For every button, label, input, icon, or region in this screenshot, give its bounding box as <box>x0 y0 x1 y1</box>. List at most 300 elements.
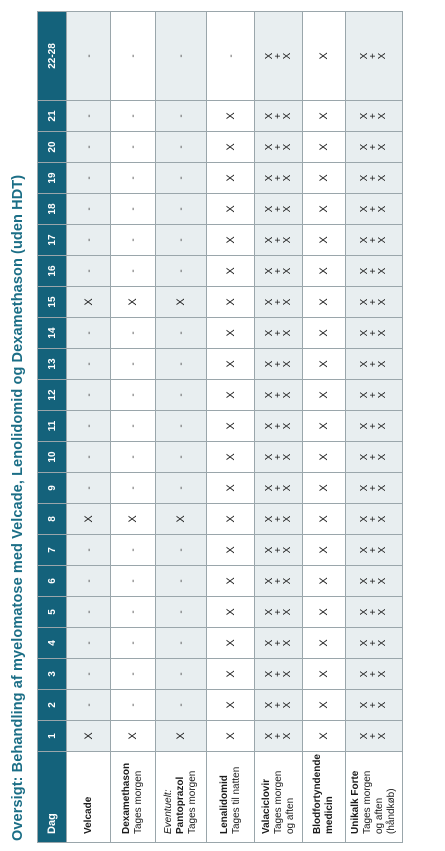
schedule-cell <box>303 225 346 256</box>
schedule-cell <box>346 721 403 752</box>
dash-mark: - <box>83 269 95 273</box>
drug-name: Dexamethason <box>121 762 132 834</box>
x-mark: X <box>82 732 95 740</box>
header-day-9: 9 <box>38 473 67 504</box>
header-day-12: 12 <box>38 380 67 411</box>
schedule-cell <box>255 597 303 628</box>
double-dose-mark: X + X <box>263 267 293 275</box>
x-mark: X <box>318 143 330 151</box>
schedule-cell <box>346 256 403 287</box>
dash-mark: - <box>128 362 139 366</box>
schedule-cell <box>207 318 255 349</box>
schedule-cell <box>255 473 303 504</box>
double-dose-mark: X + X <box>263 732 293 740</box>
schedule-cell <box>207 225 255 256</box>
dash-mark: - <box>176 424 187 428</box>
header-day-15: 15 <box>38 287 67 318</box>
schedule-cell <box>67 318 111 349</box>
x-mark: X <box>318 360 330 368</box>
schedule-cell <box>346 287 403 318</box>
x-mark: X <box>224 174 237 182</box>
header-day-label: Dag <box>38 752 67 843</box>
double-dose-mark: X + X <box>359 577 388 585</box>
schedule-body <box>67 12 403 843</box>
schedule-cell <box>303 504 346 535</box>
schedule-cell <box>111 194 156 225</box>
table-row <box>303 12 346 843</box>
double-dose-mark: X + X <box>263 515 293 523</box>
schedule-cell <box>346 349 403 380</box>
schedule-cell <box>111 535 156 566</box>
dash-mark: - <box>83 703 95 707</box>
x-mark: X <box>318 453 330 461</box>
schedule-cell <box>156 721 207 752</box>
schedule-cell <box>255 690 303 721</box>
schedule-cell <box>111 411 156 442</box>
schedule-cell <box>67 442 111 473</box>
schedule-cell <box>156 442 207 473</box>
drug-name: Velcade <box>82 796 94 834</box>
drug-cell <box>111 752 156 843</box>
schedule-cell <box>346 380 403 411</box>
header-row <box>38 12 67 843</box>
schedule-cell <box>255 287 303 318</box>
schedule-cell <box>303 12 346 101</box>
schedule-cell <box>255 504 303 535</box>
schedule-cell <box>111 101 156 132</box>
schedule-cell <box>255 659 303 690</box>
schedule-cell <box>156 12 207 101</box>
drug-name: Lenalidomid <box>218 775 230 834</box>
double-dose-mark: X + X <box>263 52 293 60</box>
schedule-cell <box>207 411 255 442</box>
schedule-cell <box>303 194 346 225</box>
schedule-cell <box>156 535 207 566</box>
dash-mark: - <box>83 610 95 614</box>
schedule-cell <box>111 12 156 101</box>
schedule-cell <box>346 318 403 349</box>
x-mark: X <box>224 422 237 430</box>
header-day-4: 4 <box>38 628 67 659</box>
schedule-cell <box>67 597 111 628</box>
double-dose-mark: X + X <box>263 236 293 244</box>
dash-mark: - <box>83 145 95 149</box>
x-mark: X <box>82 515 95 523</box>
double-dose-mark: X + X <box>263 143 293 151</box>
dash-mark: - <box>176 672 187 676</box>
dash-mark: - <box>83 486 95 490</box>
schedule-cell <box>207 690 255 721</box>
schedule-cell <box>156 225 207 256</box>
schedule-cell <box>207 287 255 318</box>
schedule-table <box>37 11 403 843</box>
double-dose-mark: X + X <box>263 329 293 337</box>
schedule-cell <box>156 473 207 504</box>
schedule-cell <box>156 690 207 721</box>
double-dose-mark: X + X <box>359 391 388 399</box>
double-dose-mark: X + X <box>263 546 293 554</box>
dash-mark: - <box>128 54 139 58</box>
schedule-cell <box>207 628 255 659</box>
header-day-2: 2 <box>38 690 67 721</box>
x-mark: X <box>318 546 330 554</box>
schedule-cell <box>67 256 111 287</box>
double-dose-mark: X + X <box>359 422 388 430</box>
double-dose-mark: X + X <box>359 112 388 120</box>
dash-mark: - <box>83 331 95 335</box>
x-mark: X <box>318 701 330 709</box>
schedule-cell <box>255 628 303 659</box>
schedule-cell <box>255 163 303 194</box>
schedule-cell <box>303 256 346 287</box>
schedule-cell <box>67 380 111 411</box>
table-row <box>207 12 255 843</box>
x-mark: X <box>318 298 330 306</box>
schedule-cell <box>303 349 346 380</box>
schedule-cell <box>303 473 346 504</box>
header-day-22-28: 22-28 <box>38 12 67 101</box>
x-mark: X <box>224 670 237 678</box>
double-dose-mark: X + X <box>263 391 293 399</box>
x-mark: X <box>224 484 237 492</box>
x-mark: X <box>224 391 237 399</box>
schedule-cell <box>156 659 207 690</box>
schedule-cell <box>346 163 403 194</box>
dash-mark: - <box>83 114 95 118</box>
dash-mark: - <box>83 393 95 397</box>
x-mark: X <box>127 732 139 740</box>
schedule-cell <box>207 101 255 132</box>
dash-mark: - <box>128 579 139 583</box>
drug-cell <box>207 752 255 843</box>
dash-mark: - <box>83 176 95 180</box>
drug-name: Unikalk Forte <box>350 770 361 834</box>
schedule-cell <box>67 411 111 442</box>
schedule-cell <box>207 349 255 380</box>
x-mark: X <box>224 360 237 368</box>
schedule-cell <box>67 628 111 659</box>
dash-mark: - <box>83 672 95 676</box>
x-mark: X <box>127 515 139 523</box>
dash-mark: - <box>176 703 187 707</box>
schedule-cell <box>111 473 156 504</box>
schedule-cell <box>303 101 346 132</box>
drug-name: Pantoprazol <box>175 776 186 834</box>
double-dose-mark: X + X <box>263 174 293 182</box>
schedule-cell <box>111 690 156 721</box>
schedule-cell <box>67 163 111 194</box>
table-row <box>111 12 156 843</box>
x-mark: X <box>224 515 237 523</box>
schedule-cell <box>303 380 346 411</box>
double-dose-mark: X + X <box>263 360 293 368</box>
dash-mark: - <box>83 54 95 58</box>
schedule-cell <box>346 411 403 442</box>
double-dose-mark: X + X <box>359 174 388 182</box>
schedule-cell <box>111 504 156 535</box>
x-mark: X <box>224 546 237 554</box>
x-mark: X <box>224 236 237 244</box>
x-mark: X <box>318 515 330 523</box>
schedule-cell <box>346 690 403 721</box>
dash-mark: - <box>128 424 139 428</box>
double-dose-mark: X + X <box>359 608 388 616</box>
schedule-cell <box>111 163 156 194</box>
schedule-cell <box>346 194 403 225</box>
schedule-cell <box>207 566 255 597</box>
header-day-16: 16 <box>38 256 67 287</box>
schedule-cell <box>156 597 207 628</box>
header-day-17: 17 <box>38 225 67 256</box>
dash-mark: - <box>83 579 95 583</box>
x-mark: X <box>224 329 237 337</box>
dash-mark: - <box>176 114 187 118</box>
drug-cell <box>67 752 111 843</box>
x-mark: X <box>127 298 139 306</box>
dash-mark: - <box>128 269 139 273</box>
drug-note: Tages morgen <box>187 770 198 834</box>
x-mark: X <box>318 391 330 399</box>
dash-mark: - <box>176 486 187 490</box>
x-mark: X <box>318 267 330 275</box>
double-dose-mark: X + X <box>359 143 388 151</box>
schedule-cell <box>67 721 111 752</box>
schedule-cell <box>156 194 207 225</box>
x-mark: X <box>318 422 330 430</box>
schedule-cell <box>346 12 403 101</box>
schedule-cell <box>255 256 303 287</box>
header-day-19: 19 <box>38 163 67 194</box>
schedule-cell <box>346 132 403 163</box>
x-mark: X <box>224 608 237 616</box>
dash-mark: - <box>176 362 187 366</box>
dash-mark: - <box>176 455 187 459</box>
schedule-cell <box>207 163 255 194</box>
double-dose-mark: X + X <box>359 639 388 647</box>
x-mark: X <box>224 267 237 275</box>
schedule-cell <box>67 101 111 132</box>
schedule-cell <box>207 132 255 163</box>
header-day-20: 20 <box>38 132 67 163</box>
schedule-cell <box>255 194 303 225</box>
dash-mark: - <box>83 548 95 552</box>
schedule-cell <box>346 628 403 659</box>
schedule-cell <box>346 535 403 566</box>
dash-mark: - <box>83 362 95 366</box>
double-dose-mark: X + X <box>359 236 388 244</box>
x-mark: X <box>318 112 330 120</box>
schedule-cell <box>67 194 111 225</box>
schedule-cell <box>303 597 346 628</box>
double-dose-mark: X + X <box>359 298 388 306</box>
schedule-cell <box>303 535 346 566</box>
schedule-cell <box>255 318 303 349</box>
schedule-cell <box>156 163 207 194</box>
x-mark: X <box>224 577 237 585</box>
x-mark: X <box>224 143 237 151</box>
schedule-cell <box>303 566 346 597</box>
schedule-cell <box>207 504 255 535</box>
schedule-cell <box>67 132 111 163</box>
schedule-cell <box>111 721 156 752</box>
x-mark: X <box>224 205 237 213</box>
double-dose-mark: X + X <box>359 484 388 492</box>
header-day-13: 13 <box>38 349 67 380</box>
schedule-cell <box>111 225 156 256</box>
x-mark: X <box>224 732 237 740</box>
double-dose-mark: X + X <box>359 267 388 275</box>
x-mark: X <box>175 515 187 523</box>
schedule-cell <box>346 442 403 473</box>
schedule-cell <box>67 473 111 504</box>
dash-mark: - <box>83 238 95 242</box>
dash-mark: - <box>128 238 139 242</box>
schedule-cell <box>303 721 346 752</box>
page-title: Oversigt: Behandling af myelomatose med Velcade, Lenolidomid og Dexamethason (uden HDT) <box>10 174 26 841</box>
x-mark: X <box>318 205 330 213</box>
double-dose-mark: X + X <box>263 298 293 306</box>
drug-name: Valaciclovir <box>260 778 272 834</box>
schedule-cell <box>255 380 303 411</box>
schedule-cell <box>303 442 346 473</box>
schedule-cell <box>207 256 255 287</box>
double-dose-mark: X + X <box>359 732 388 740</box>
dash-mark: - <box>176 269 187 273</box>
schedule-cell <box>156 504 207 535</box>
double-dose-mark: X + X <box>359 701 388 709</box>
double-dose-mark: X + X <box>359 329 388 337</box>
x-mark: X <box>175 732 187 740</box>
schedule-cell <box>255 225 303 256</box>
schedule-cell <box>207 12 255 101</box>
double-dose-mark: X + X <box>359 546 388 554</box>
schedule-cell <box>67 566 111 597</box>
drug-cell <box>303 752 346 843</box>
double-dose-mark: X + X <box>359 360 388 368</box>
dash-mark: - <box>176 54 187 58</box>
schedule-cell <box>255 411 303 442</box>
x-mark: X <box>224 112 237 120</box>
schedule-cell <box>346 597 403 628</box>
schedule-cell <box>303 287 346 318</box>
schedule-cell <box>303 411 346 442</box>
schedule-cell <box>156 318 207 349</box>
dash-mark: - <box>83 641 95 645</box>
x-mark: X <box>318 608 330 616</box>
x-mark: X <box>318 52 330 60</box>
double-dose-mark: X + X <box>359 453 388 461</box>
schedule-cell <box>303 318 346 349</box>
schedule-cell <box>207 380 255 411</box>
double-dose-mark: X + X <box>263 670 293 678</box>
schedule-cell <box>303 628 346 659</box>
dash-mark: - <box>128 331 139 335</box>
schedule-cell <box>156 566 207 597</box>
schedule-cell <box>111 566 156 597</box>
header-day-18: 18 <box>38 194 67 225</box>
schedule-cell <box>255 132 303 163</box>
x-mark: X <box>224 639 237 647</box>
dash-mark: - <box>128 610 139 614</box>
x-mark: X <box>318 484 330 492</box>
double-dose-mark: X + X <box>263 205 293 213</box>
schedule-cell <box>156 628 207 659</box>
dash-mark: - <box>128 207 139 211</box>
schedule-cell <box>111 256 156 287</box>
header-day-1: 1 <box>38 721 67 752</box>
dash-mark: - <box>176 610 187 614</box>
schedule-cell <box>111 349 156 380</box>
dash-mark: - <box>83 424 95 428</box>
double-dose-mark: X + X <box>263 701 293 709</box>
drug-prefix: Eventuelt: <box>163 789 174 834</box>
double-dose-mark: X + X <box>359 52 388 60</box>
dash-mark: - <box>176 331 187 335</box>
double-dose-mark: X + X <box>359 670 388 678</box>
x-mark: X <box>224 298 237 306</box>
double-dose-mark: X + X <box>359 205 388 213</box>
header-day-11: 11 <box>38 411 67 442</box>
schedule-cell <box>303 659 346 690</box>
x-mark: X <box>318 732 330 740</box>
schedule-cell <box>255 721 303 752</box>
drug-name: Blodfortyndende medicin <box>312 754 335 834</box>
dash-mark: - <box>128 393 139 397</box>
dash-mark: - <box>83 455 95 459</box>
dash-mark: - <box>128 548 139 552</box>
schedule-cell <box>255 101 303 132</box>
schedule-cell <box>255 442 303 473</box>
table-row <box>156 12 207 843</box>
schedule-cell <box>67 504 111 535</box>
schedule-cell <box>346 566 403 597</box>
schedule-cell <box>207 535 255 566</box>
schedule-cell <box>346 225 403 256</box>
x-mark: X <box>318 236 330 244</box>
double-dose-mark: X + X <box>263 608 293 616</box>
schedule-cell <box>346 659 403 690</box>
dash-mark: - <box>176 207 187 211</box>
dash-mark: - <box>128 145 139 149</box>
dash-mark: - <box>128 703 139 707</box>
schedule-cell <box>156 287 207 318</box>
dash-mark: - <box>83 207 95 211</box>
schedule-cell <box>207 473 255 504</box>
schedule-cell <box>67 535 111 566</box>
schedule-cell <box>207 597 255 628</box>
schedule-cell <box>207 442 255 473</box>
x-mark: X <box>318 670 330 678</box>
schedule-cell <box>111 628 156 659</box>
double-dose-mark: X + X <box>263 639 293 647</box>
drug-note: Tages morgen og aften <box>272 770 296 834</box>
x-mark: X <box>318 329 330 337</box>
drug-cell <box>346 752 403 843</box>
double-dose-mark: X + X <box>359 515 388 523</box>
schedule-cell <box>346 504 403 535</box>
schedule-cell <box>67 287 111 318</box>
schedule-cell <box>111 380 156 411</box>
table-row <box>67 12 111 843</box>
double-dose-mark: X + X <box>263 422 293 430</box>
schedule-cell <box>346 101 403 132</box>
schedule-cell <box>207 721 255 752</box>
drug-cell <box>156 752 207 843</box>
schedule-cell <box>255 566 303 597</box>
table-row <box>255 12 303 843</box>
dash-mark: - <box>128 641 139 645</box>
schedule-cell <box>67 690 111 721</box>
